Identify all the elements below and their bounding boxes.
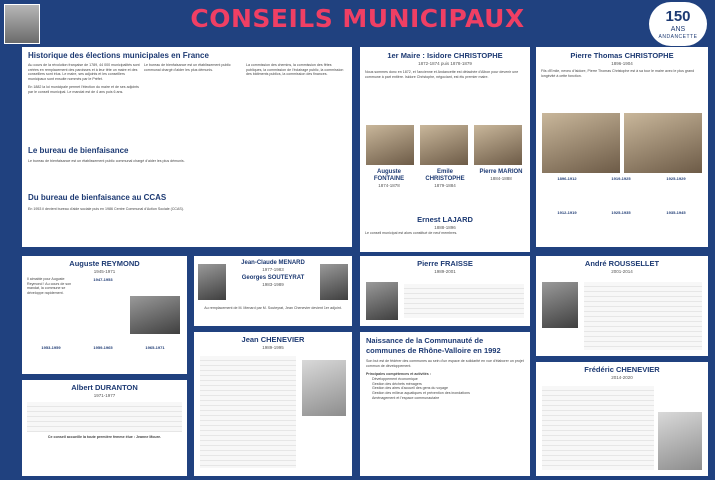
- chenevier-title: Jean CHENEVIER: [241, 335, 305, 344]
- reymond-text: Il aimable pour Auguste Reymond ! Au cours de son mandat, la commune se développe rapidement.: [27, 277, 72, 295]
- bienfaisance-title: Le bureau de bienfaisance: [28, 146, 129, 155]
- lajard-text: Le conseil municipal est alors constitué de neuf membres.: [365, 231, 458, 235]
- roussellet-dates: 2001-2014: [611, 269, 633, 274]
- history-panel: [22, 47, 352, 247]
- frederic-panel: [536, 362, 708, 476]
- history-text-e: En 1953 il devient bureau d'aide sociale puis en 1986 Centre Communal d'Action Sociale (CCAS).: [28, 207, 184, 211]
- reymond-title: Auguste REYMOND: [69, 259, 140, 268]
- duranton-dates: 1971-1977: [93, 393, 116, 398]
- duranton-panel: [22, 380, 187, 476]
- reymond-period-4: 1965-1971: [145, 345, 165, 350]
- reymond-period-3: 1959-1965: [93, 345, 113, 350]
- community-bullet: Gestion des milieux aquatiques et prévention des inondations: [372, 391, 470, 396]
- period-1925: 1925-1929: [666, 176, 686, 181]
- community-text: Son but est de fédérer des communes au sein d'un espace de solidarité en vue d'élaborer un projet commun de développement.: [366, 359, 524, 368]
- fraisse-list: [404, 284, 524, 318]
- community-panel: [360, 332, 530, 476]
- history-text-b: En 1882 la loi municipale permet l'élection du maire et de ses adjoints par le conseil municipal. Le mandat est de 4 ans puis 6 ans.: [28, 85, 139, 94]
- mayor-photo-christophe: [420, 125, 468, 165]
- frederic-photo: [658, 412, 702, 470]
- menard-photo: [198, 264, 226, 300]
- period-1935: 1935-1945: [666, 210, 686, 215]
- period-1896: 1896-1912: [557, 176, 577, 181]
- community-bullet: Aménagement et l'espace communautaire: [372, 395, 440, 400]
- fraisse-title: Pierre FRAISSE: [417, 259, 473, 268]
- reymond-panel: [22, 256, 187, 374]
- roussellet-list: [584, 282, 702, 350]
- menard-name: Jean-Claude MENARD: [241, 260, 305, 266]
- period-1925b: 1925-1935: [611, 210, 631, 215]
- fraisse-photo: [366, 282, 398, 320]
- community-bullet: Gestion des aires d'accueil des gens du voyage: [372, 386, 449, 391]
- mayor-name-christophe: Emile CHRISTOPHE 1879-1884: [425, 169, 465, 188]
- logo-town: ANDANCETTE: [658, 34, 698, 40]
- chenevier-list: [200, 356, 296, 468]
- lajard-dates-main: 1888-1896: [434, 225, 456, 230]
- frederic-dates: 2014-2020: [611, 375, 633, 380]
- chenevier-dates: 1989-1995: [262, 345, 284, 350]
- period-1912: 1912-1919: [557, 210, 577, 215]
- pierre-thomas-text: Fils d'Emile, neveu d'Isidore, Pierre Thomas Christophe est à sa tour le maire avec le plus grand longévité à cette fonction.: [541, 69, 695, 78]
- history-text-a: Au cours de la révolution française de 1789, 44 000 municipalités sont créées en remplacement des paroisses et à leur tête un maire et des conseillers sont élus. Le maire, ses adjoints et les conseillers municipaux sont ensuite nommés par le Préfet.: [28, 63, 140, 81]
- anniversary-logo: [649, 2, 707, 46]
- council-photo-1: [542, 113, 620, 173]
- community-bullets: [366, 377, 524, 401]
- first-mayor-title: 1er Maire : Isidore CHRISTOPHE: [387, 51, 503, 60]
- reymond-dates: 1945-1971: [93, 269, 116, 274]
- roussellet-photo: [542, 282, 578, 328]
- frederic-list: [542, 386, 654, 470]
- mayor-name-marion: Pierre MARION 1884-1888: [479, 169, 523, 181]
- logo-unit: ANS: [670, 26, 686, 33]
- menard-dates: 1977-1983: [262, 267, 284, 272]
- reymond-photo: [130, 296, 180, 334]
- frederic-title: Frédéric CHENEVIER: [584, 365, 660, 374]
- pierre-thomas-panel: [536, 47, 708, 247]
- first-mayor-text: Nous sommes donc en 1872, et l'ancienne et Andancette est détachée d'Albon pour devenir une commune à part entière. Isidore Christophe, négociant, est élu premier maire.: [365, 70, 519, 79]
- logo-number: 150: [665, 8, 691, 25]
- souteyrat-photo: [320, 264, 348, 300]
- period-1919: 1919-1925: [611, 176, 631, 181]
- council-photo-2: [624, 113, 702, 173]
- history-text-d2: Le bureau de bienfaisance est un établissement public communal chargé d'aider les plus démunis.: [28, 159, 185, 163]
- lajard-panel: [360, 212, 530, 252]
- chenevier-photo: [302, 360, 346, 416]
- reymond-period-2: 1953-1959: [41, 345, 61, 350]
- history-text-c: La commission des chemins, la commission des fêtes publiques, la commission de l'éclairage public, la commission des bâtiments publics, la commission des finances.: [246, 63, 344, 77]
- first-mayor-dates: 1872-1874 puis 1878-1879: [418, 61, 472, 66]
- duranton-title: Albert DURANTON: [71, 383, 138, 392]
- page-title: CONSEILS MUNICIPAUX: [190, 4, 525, 33]
- pierre-thomas-dates: 1896-1904: [611, 61, 633, 66]
- community-title: Naissance de la Communauté de communes de Rhône-Valloire en 1992: [366, 336, 501, 355]
- chenevier-panel: [194, 332, 352, 476]
- roussellet-title: André ROUSSELLET: [584, 259, 660, 268]
- community-bullets-title: Principales compétences et activités :: [366, 372, 431, 377]
- menard-panel: [194, 256, 352, 326]
- community-bullet: Développement économique: [372, 376, 418, 381]
- community-bullet: Gestion des déchets ménagers: [372, 381, 422, 386]
- fraisse-dates: 1989-2001: [434, 269, 456, 274]
- duranton-text: Ce conseil accueille la toute première femme élue : Jeanne Moure.: [47, 435, 162, 439]
- souteyrat-dates: 1983-1989: [262, 282, 284, 287]
- mayor-photo-marion: [474, 125, 522, 165]
- history-title: Historique des élections municipales en France: [28, 51, 209, 60]
- mayor-name-fontaine: Auguste FONTAINE 1874-1878: [373, 169, 405, 188]
- history-text-d: Le bureau de bienfaisance est un établissement public communal chargé d'aider les plus démunis.: [144, 63, 231, 72]
- fraisse-panel: [360, 256, 530, 326]
- lajard-title-main: Ernest LAJARD: [417, 215, 473, 224]
- menard-caption: Au remplacement de M. Menard par M. Souteyrat, Jean Chenevier devient 1er adjoint.: [204, 306, 342, 310]
- duranton-list: [27, 402, 182, 432]
- reymond-period-1: 1947-1953: [93, 277, 113, 282]
- roussellet-panel: [536, 256, 708, 356]
- mayor-photo-fontaine: [366, 125, 414, 165]
- ccas-title: Du bureau de bienfaisance au CCAS: [28, 193, 167, 202]
- pierre-thomas-title: Pierre Thomas CHRISTOPHE: [570, 51, 674, 60]
- souteyrat-name: Georges SOUTEYRAT: [241, 275, 305, 281]
